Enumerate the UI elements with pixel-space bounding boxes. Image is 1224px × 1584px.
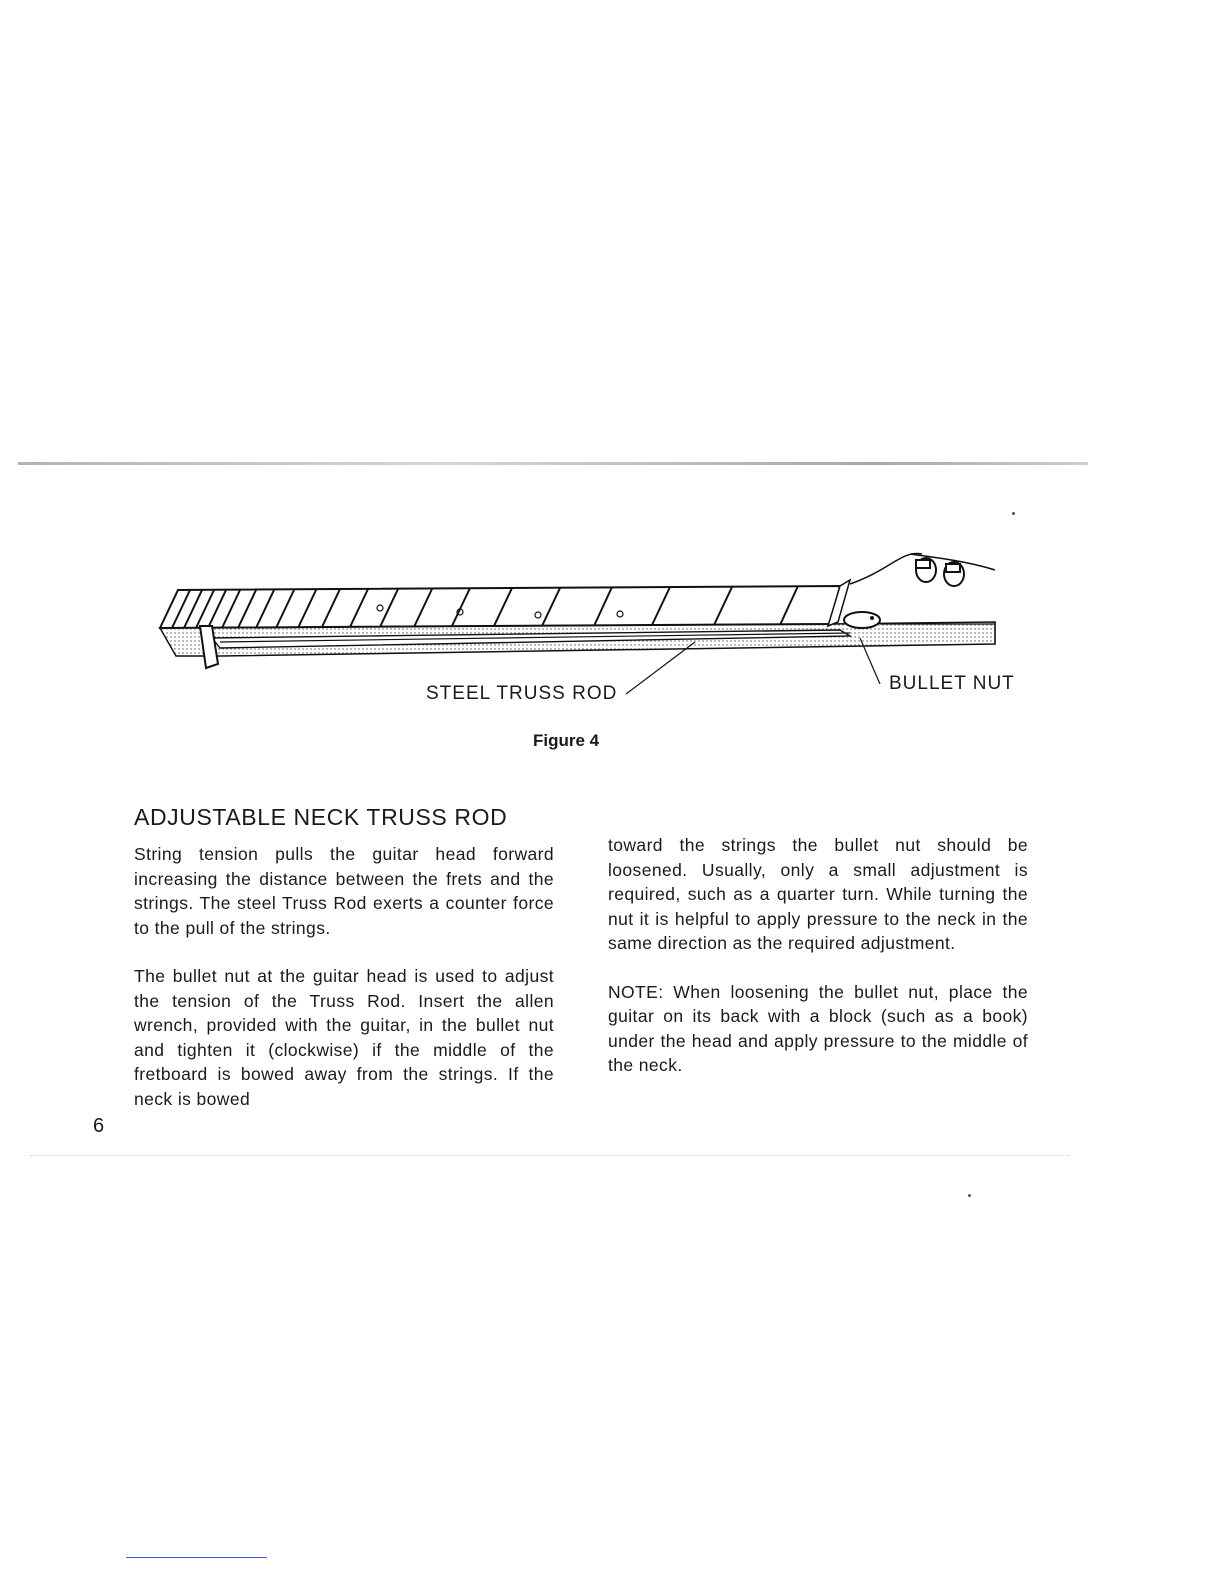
paragraph: The bullet nut at the guitar head is used to adjust the tension of the Truss Rod. Insert the allen wrench, provided with the guitar, in the bullet nut and tighten it (clockwise) if the middle of the fretboard is bowed away from the strings. If the neck is bowed bbox=[134, 966, 554, 1109]
scan-speck bbox=[1012, 512, 1015, 515]
footer-underline bbox=[126, 1557, 267, 1558]
figure-caption: Figure 4 bbox=[533, 731, 600, 750]
bottom-rule bbox=[30, 1155, 1070, 1157]
steel-truss-rod-label: STEEL TRUSS ROD bbox=[426, 683, 618, 704]
right-column bbox=[608, 833, 1028, 1102]
top-rule bbox=[18, 462, 1088, 465]
paragraph: NOTE: When loosening the bullet nut, place the guitar on its back with a block (such as a book) under the head and apply pressure to the middle of the neck. bbox=[608, 981, 1028, 1075]
scan-speck bbox=[968, 1194, 971, 1197]
section-heading: ADJUSTABLE NECK TRUSS ROD bbox=[134, 804, 508, 830]
page-number: 6 bbox=[93, 1115, 105, 1137]
left-column bbox=[134, 842, 554, 1135]
bullet-nut-label: BULLET NUT bbox=[889, 673, 1015, 694]
paragraph: String tension pulls the guitar head forward increasing the distance between the frets and the strings. The steel Truss Rod exerts a counter force to the pull of the strings. bbox=[134, 844, 554, 938]
paragraph: toward the strings the bullet nut should be loosened. Usually, only a small adjustment is required, such as a quarter turn. While turning the nut it is helpful to apply pressure to the neck in the same direction as the required adjustment. bbox=[608, 835, 1028, 953]
